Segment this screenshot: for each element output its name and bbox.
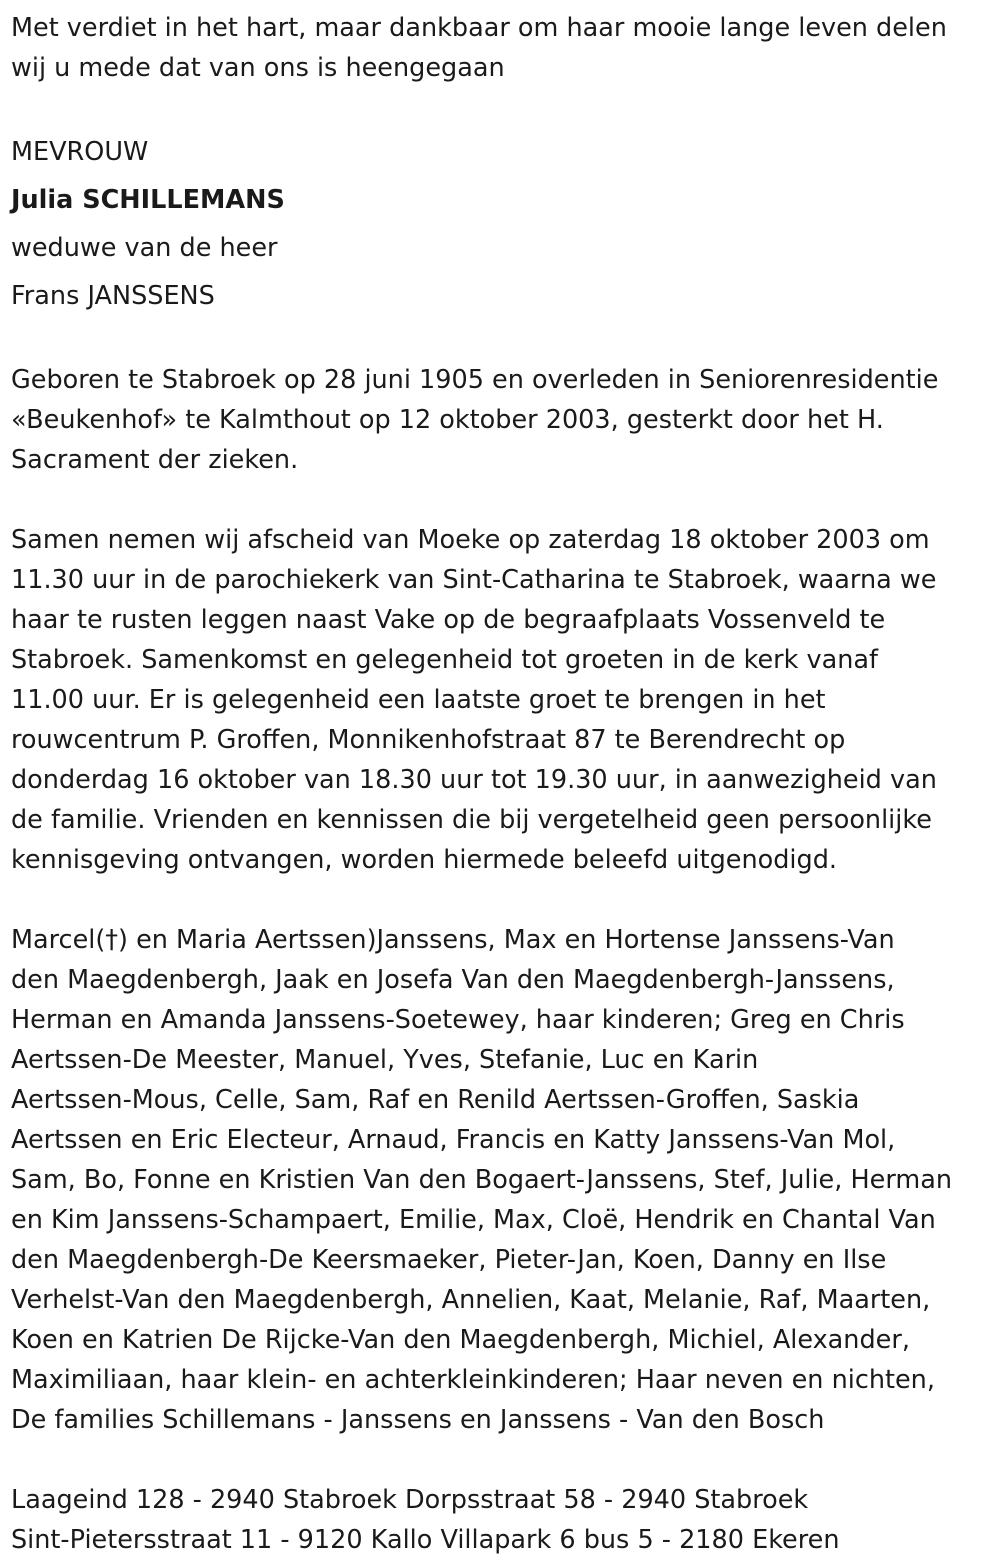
text-line: en Kim Janssens-Schampaert, Emilie, Max, Cloë, Hendrik en Chantal Van [11, 1205, 936, 1235]
text-line: Herman en Amanda Janssens-Soetewey, haar kinderen; Greg en Chris [11, 1005, 905, 1035]
family-paragraph [11, 920, 989, 1440]
text-line: rouwcentrum P. Groffen, Monnikenhofstraat 87 te Berendrecht op [11, 725, 846, 755]
text-line: Sam, Bo, Fonne en Kristien Van den Bogaert-Janssens, Stef, Julie, Herman [11, 1165, 952, 1195]
text-line: Maximiliaan, haar klein- en achterkleinkinderen; Haar neven en nichten, [11, 1365, 935, 1395]
text-line: haar te rusten leggen naast Vake op de begraafplaats Vossenveld te [11, 605, 886, 635]
text-line: Aertssen en Eric Electeur, Arnaud, Francis en Katty Janssens-Van Mol, [11, 1125, 896, 1155]
text-line: Met verdiet in het hart, maar dankbaar om haar mooie lange leven delen [11, 13, 947, 43]
text-line: wij u mede dat van ons is heengegaan [11, 53, 505, 83]
text-line: de familie. Vrienden en kennissen die bij vergetelheid geen persoonlijke [11, 805, 932, 835]
text-line: den Maegdenbergh-De Keersmaeker, Pieter-Jan, Koen, Danny en Ilse [11, 1245, 887, 1275]
honorific-title: MEVROUW [11, 137, 149, 167]
text-line: Stabroek. Samenkomst en gelegenheid tot groeten in de kerk vanaf [11, 645, 879, 675]
text-line: De families Schillemans - Janssens en Janssens - Van den Bosch [11, 1405, 825, 1435]
text-line: kennisgeving ontvangen, worden hiermede beleefd uitgenodigd. [11, 845, 837, 875]
text-line: Aertssen-De Meester, Manuel, Yves, Stefanie, Luc en Karin [11, 1045, 759, 1075]
address-line: Laageind 128 - 2940 Stabroek Dorpsstraat 58 - 2940 Stabroek [11, 1485, 809, 1515]
spouse-name: Frans JANSSENS [11, 281, 215, 311]
text-line: Geboren te Stabroek op 28 juni 1905 en overleden in Seniorenresidentie [11, 365, 939, 395]
text-line: Verhelst-Van den Maegdenbergh, Annelien, Kaat, Melanie, Raf, Maarten, [11, 1285, 931, 1315]
text-line: Sacrament der zieken. [11, 445, 299, 475]
text-line: Marcel(†) en Maria Aertssen)Janssens, Max en Hortense Janssens-Van [11, 925, 895, 955]
text-line: 11.30 uur in de parochiekerk van Sint-Catharina te Stabroek, waarna we [11, 565, 937, 595]
address-line: Sint-Pietersstraat 11 - 9120 Kallo Villapark 6 bus 5 - 2180 Ekeren [11, 1525, 840, 1555]
text-line: donderdag 16 oktober van 18.30 uur tot 19.30 uur, in aanwezigheid van [11, 765, 937, 795]
text-line: «Beukenhof» te Kalmthout op 12 oktober 2003, gesterkt door het H. [11, 405, 884, 435]
text-line: Aertssen-Mous, Celle, Sam, Raf en Renild Aertssen-Groffen, Saskia [11, 1085, 860, 1115]
ceremony-paragraph [11, 520, 989, 880]
text-line: Samen nemen wij afscheid van Moeke op zaterdag 18 oktober 2003 om [11, 525, 930, 555]
address-block [11, 1480, 989, 1560]
intro-paragraph [11, 8, 989, 88]
text-line: Koen en Katrien De Rijcke-Van den Maegdenbergh, Michiel, Alexander, [11, 1325, 910, 1355]
text-line: 11.00 uur. Er is gelegenheid een laatste groet te brengen in het [11, 685, 826, 715]
deceased-name: Julia SCHILLEMANS [11, 185, 285, 215]
birth-death-paragraph [11, 360, 989, 480]
relation-text: weduwe van de heer [11, 233, 278, 263]
text-line: den Maegdenbergh, Jaak en Josefa Van den Maegdenbergh-Janssens, [11, 965, 895, 995]
deceased-name-block [11, 128, 989, 320]
